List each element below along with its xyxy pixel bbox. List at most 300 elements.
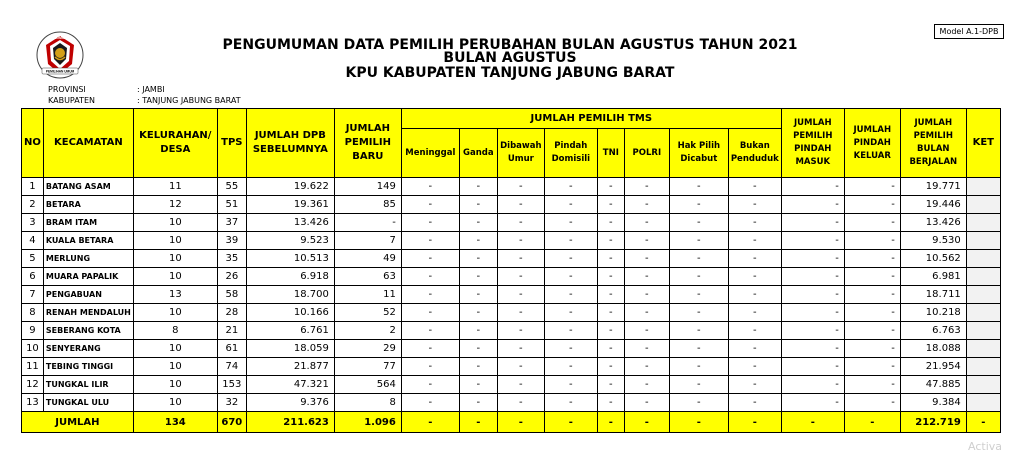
cell-pindah: - <box>544 322 597 340</box>
cell-dicabut: - <box>669 178 728 196</box>
cell-dpb: 21.877 <box>246 358 334 376</box>
cell-meninggal: - <box>401 268 459 286</box>
total-dicabut: - <box>669 412 728 433</box>
logo-bottom-text: PEMILIHAN UMUM <box>45 69 75 74</box>
cell-kecamatan: RENAH MENDALUH <box>43 304 133 322</box>
cell-berjalan: 10.562 <box>900 250 966 268</box>
table-row <box>22 358 1001 376</box>
cell-tps: 37 <box>217 214 246 232</box>
header-polri: POLRI <box>624 129 669 178</box>
cell-bukan: - <box>728 376 781 394</box>
cell-masuk: - <box>781 286 844 304</box>
table-row <box>22 268 1001 286</box>
cell-no: 9 <box>22 322 44 340</box>
cell-tps: 61 <box>217 340 246 358</box>
cell-pindah: - <box>544 304 597 322</box>
cell-kelurahan: 11 <box>133 178 217 196</box>
cell-dibawah: - <box>497 376 544 394</box>
cell-pindah: - <box>544 376 597 394</box>
cell-ket <box>966 340 1000 358</box>
table-row <box>22 250 1001 268</box>
cell-kelurahan: 10 <box>133 250 217 268</box>
table-row <box>22 196 1001 214</box>
cell-masuk: - <box>781 196 844 214</box>
cell-dicabut: - <box>669 322 728 340</box>
cell-dicabut: - <box>669 268 728 286</box>
cell-kecamatan: SENYERANG <box>43 340 133 358</box>
cell-keluar: - <box>844 268 900 286</box>
cell-tps: 58 <box>217 286 246 304</box>
cell-no: 6 <box>22 268 44 286</box>
cell-ket <box>966 358 1000 376</box>
header-kecamatan: KECAMATAN <box>43 109 133 178</box>
cell-tni: - <box>597 178 624 196</box>
cell-keluar: - <box>844 232 900 250</box>
cell-tni: - <box>597 304 624 322</box>
cell-tps: 28 <box>217 304 246 322</box>
cell-pindah: - <box>544 286 597 304</box>
cell-bukan: - <box>728 232 781 250</box>
cell-pindah: - <box>544 214 597 232</box>
cell-keluar: - <box>844 178 900 196</box>
total-tni: - <box>597 412 624 433</box>
kpu-logo-icon <box>36 31 84 79</box>
cell-dpb: 18.059 <box>246 340 334 358</box>
header-hak-pilih-dicabut: Hak Pilih Dicabut <box>669 129 728 178</box>
cell-pindah: - <box>544 178 597 196</box>
total-bukan: - <box>728 412 781 433</box>
total-keluar: - <box>844 412 900 433</box>
header-pindah-keluar: JUMLAH PINDAH KELUAR <box>844 109 900 178</box>
cell-ket <box>966 196 1000 214</box>
cell-tps: 153 <box>217 376 246 394</box>
cell-keluar: - <box>844 250 900 268</box>
cell-baru: 29 <box>334 340 401 358</box>
cell-masuk: - <box>781 322 844 340</box>
cell-bukan: - <box>728 268 781 286</box>
cell-tni: - <box>597 358 624 376</box>
cell-bukan: - <box>728 178 781 196</box>
cell-tni: - <box>597 232 624 250</box>
cell-bukan: - <box>728 358 781 376</box>
cell-meninggal: - <box>401 340 459 358</box>
header-bukan-penduduk: Bukan Penduduk <box>728 129 781 178</box>
cell-ganda: - <box>459 268 497 286</box>
cell-masuk: - <box>781 394 844 412</box>
cell-kelurahan: 10 <box>133 304 217 322</box>
table-row <box>22 286 1001 304</box>
cell-ket <box>966 268 1000 286</box>
cell-ganda: - <box>459 196 497 214</box>
cell-no: 11 <box>22 358 44 376</box>
cell-keluar: - <box>844 394 900 412</box>
cell-berjalan: 10.218 <box>900 304 966 322</box>
cell-dibawah: - <box>497 232 544 250</box>
cell-pindah: - <box>544 358 597 376</box>
cell-polri: - <box>624 250 669 268</box>
header-tni: TNI <box>597 129 624 178</box>
cell-kelurahan: 10 <box>133 232 217 250</box>
cell-kecamatan: SEBERANG KOTA <box>43 322 133 340</box>
cell-kecamatan: MERLUNG <box>43 250 133 268</box>
header-meninggal: Meninggal <box>401 129 459 178</box>
cell-ket <box>966 322 1000 340</box>
total-meninggal: - <box>401 412 459 433</box>
logo-top-text: KOMISI <box>53 36 67 40</box>
cell-kecamatan: PENGABUAN <box>43 286 133 304</box>
cell-meninggal: - <box>401 394 459 412</box>
header-tps: TPS <box>217 109 246 178</box>
total-dibawah: - <box>497 412 544 433</box>
cell-baru: 2 <box>334 322 401 340</box>
page-title-block <box>150 38 870 81</box>
cell-ganda: - <box>459 394 497 412</box>
cell-bukan: - <box>728 214 781 232</box>
cell-ket <box>966 304 1000 322</box>
cell-dibawah: - <box>497 394 544 412</box>
cell-meninggal: - <box>401 322 459 340</box>
cell-masuk: - <box>781 268 844 286</box>
kabupaten-value: : TANJUNG JABUNG BARAT <box>137 96 241 105</box>
total-tps: 670 <box>217 412 246 433</box>
cell-ket <box>966 286 1000 304</box>
cell-masuk: - <box>781 214 844 232</box>
cell-ket <box>966 178 1000 196</box>
cell-no: 12 <box>22 376 44 394</box>
cell-kecamatan: MUARA PAPALIK <box>43 268 133 286</box>
cell-dpb: 6.761 <box>246 322 334 340</box>
total-berjalan: 212.719 <box>900 412 966 433</box>
cell-ket <box>966 394 1000 412</box>
cell-tni: - <box>597 394 624 412</box>
cell-dibawah: - <box>497 214 544 232</box>
header-tms-group: JUMLAH PEMILIH TMS <box>401 109 781 129</box>
header-bulan-berjalan: JUMLAH PEMILIH BULAN BERJALAN <box>900 109 966 178</box>
model-label: Model A.1-DPB <box>934 24 1004 39</box>
cell-tni: - <box>597 214 624 232</box>
header-ket: KET <box>966 109 1000 178</box>
cell-tni: - <box>597 286 624 304</box>
header-pindah-masuk: JUMLAH PEMILIH PINDAH MASUK <box>781 109 844 178</box>
cell-keluar: - <box>844 358 900 376</box>
cell-berjalan: 9.384 <box>900 394 966 412</box>
header-dibawah-umur: Dibawah Umur <box>497 129 544 178</box>
cell-no: 5 <box>22 250 44 268</box>
cell-masuk: - <box>781 376 844 394</box>
cell-kecamatan: TUNGKAL ULU <box>43 394 133 412</box>
total-pindah: - <box>544 412 597 433</box>
cell-tni: - <box>597 376 624 394</box>
cell-keluar: - <box>844 376 900 394</box>
cell-dpb: 10.166 <box>246 304 334 322</box>
cell-masuk: - <box>781 358 844 376</box>
table-row <box>22 340 1001 358</box>
cell-dpb: 9.376 <box>246 394 334 412</box>
cell-keluar: - <box>844 286 900 304</box>
cell-tni: - <box>597 322 624 340</box>
header-dpb-sebelumnya: JUMLAH DPB SEBELUMNYA <box>246 109 334 178</box>
cell-ganda: - <box>459 232 497 250</box>
cell-polri: - <box>624 178 669 196</box>
cell-keluar: - <box>844 322 900 340</box>
cell-baru: 149 <box>334 178 401 196</box>
cell-masuk: - <box>781 304 844 322</box>
cell-polri: - <box>624 376 669 394</box>
cell-kelurahan: 12 <box>133 196 217 214</box>
voter-data-table <box>21 108 1001 433</box>
provinsi-row <box>48 85 165 95</box>
cell-kelurahan: 8 <box>133 322 217 340</box>
total-row <box>22 412 1001 433</box>
cell-polri: - <box>624 340 669 358</box>
cell-tps: 74 <box>217 358 246 376</box>
cell-no: 2 <box>22 196 44 214</box>
cell-ket <box>966 376 1000 394</box>
cell-tps: 55 <box>217 178 246 196</box>
cell-bukan: - <box>728 196 781 214</box>
cell-dpb: 6.918 <box>246 268 334 286</box>
cell-baru: 11 <box>334 286 401 304</box>
cell-kecamatan: TEBING TINGGI <box>43 358 133 376</box>
cell-tps: 21 <box>217 322 246 340</box>
cell-keluar: - <box>844 304 900 322</box>
title-line-3: KPU KABUPATEN TANJUNG JABUNG BARAT <box>345 65 675 81</box>
cell-baru: 7 <box>334 232 401 250</box>
cell-kelurahan: 10 <box>133 340 217 358</box>
cell-baru: 8 <box>334 394 401 412</box>
cell-dpb: 9.523 <box>246 232 334 250</box>
title-line-1: PENGUMUMAN DATA PEMILIH PERUBAHAN BULAN AGUSTUS TAHUN 2021 <box>222 37 798 53</box>
cell-kecamatan: BATANG ASAM <box>43 178 133 196</box>
cell-polri: - <box>624 322 669 340</box>
table-row <box>22 178 1001 196</box>
cell-dpb: 47.321 <box>246 376 334 394</box>
cell-kelurahan: 10 <box>133 268 217 286</box>
title-line-2: BULAN AGUSTUS <box>443 50 577 66</box>
cell-keluar: - <box>844 214 900 232</box>
cell-dibawah: - <box>497 322 544 340</box>
kabupaten-row <box>48 96 241 106</box>
cell-dibawah: - <box>497 340 544 358</box>
cell-no: 13 <box>22 394 44 412</box>
cell-no: 8 <box>22 304 44 322</box>
cell-kecamatan: TUNGKAL ILIR <box>43 376 133 394</box>
header-pemilih-baru: JUMLAH PEMILIH BARU <box>334 109 401 178</box>
header-ganda: Ganda <box>459 129 497 178</box>
cell-meninggal: - <box>401 196 459 214</box>
cell-masuk: - <box>781 232 844 250</box>
cell-meninggal: - <box>401 232 459 250</box>
cell-pindah: - <box>544 394 597 412</box>
cell-dpb: 10.513 <box>246 250 334 268</box>
cell-dibawah: - <box>497 304 544 322</box>
cell-masuk: - <box>781 340 844 358</box>
cell-bukan: - <box>728 340 781 358</box>
cell-ganda: - <box>459 286 497 304</box>
total-kelurahan: 134 <box>133 412 217 433</box>
cell-polri: - <box>624 196 669 214</box>
cell-dicabut: - <box>669 304 728 322</box>
watermark: Activa <box>968 440 1002 453</box>
cell-bukan: - <box>728 322 781 340</box>
table-row <box>22 376 1001 394</box>
cell-meninggal: - <box>401 376 459 394</box>
cell-polri: - <box>624 232 669 250</box>
cell-masuk: - <box>781 250 844 268</box>
cell-ket <box>966 232 1000 250</box>
cell-dibawah: - <box>497 358 544 376</box>
cell-berjalan: 19.446 <box>900 196 966 214</box>
cell-tps: 39 <box>217 232 246 250</box>
cell-bukan: - <box>728 304 781 322</box>
cell-dibawah: - <box>497 268 544 286</box>
cell-ganda: - <box>459 178 497 196</box>
table-row <box>22 304 1001 322</box>
cell-polri: - <box>624 286 669 304</box>
cell-tni: - <box>597 250 624 268</box>
cell-berjalan: 6.763 <box>900 322 966 340</box>
cell-kelurahan: 10 <box>133 376 217 394</box>
cell-bukan: - <box>728 394 781 412</box>
table-row <box>22 232 1001 250</box>
cell-ganda: - <box>459 358 497 376</box>
cell-dicabut: - <box>669 214 728 232</box>
cell-kelurahan: 13 <box>133 286 217 304</box>
table-row <box>22 394 1001 412</box>
provinsi-label: PROVINSI <box>48 85 86 94</box>
total-ket: - <box>966 412 1000 433</box>
cell-baru: 63 <box>334 268 401 286</box>
cell-kecamatan: KUALA BETARA <box>43 232 133 250</box>
cell-dicabut: - <box>669 232 728 250</box>
cell-baru: - <box>334 214 401 232</box>
cell-baru: 52 <box>334 304 401 322</box>
cell-dibawah: - <box>497 286 544 304</box>
total-baru: 1.096 <box>334 412 401 433</box>
cell-ganda: - <box>459 322 497 340</box>
total-masuk: - <box>781 412 844 433</box>
cell-pindah: - <box>544 232 597 250</box>
cell-kelurahan: 10 <box>133 358 217 376</box>
cell-ganda: - <box>459 340 497 358</box>
cell-dicabut: - <box>669 250 728 268</box>
cell-berjalan: 18.711 <box>900 286 966 304</box>
cell-tni: - <box>597 196 624 214</box>
cell-ganda: - <box>459 250 497 268</box>
cell-baru: 77 <box>334 358 401 376</box>
cell-kecamatan: BRAM ITAM <box>43 214 133 232</box>
cell-bukan: - <box>728 286 781 304</box>
cell-berjalan: 6.981 <box>900 268 966 286</box>
cell-no: 7 <box>22 286 44 304</box>
cell-dicabut: - <box>669 358 728 376</box>
cell-ket <box>966 214 1000 232</box>
cell-berjalan: 9.530 <box>900 232 966 250</box>
cell-tps: 35 <box>217 250 246 268</box>
cell-keluar: - <box>844 196 900 214</box>
cell-kelurahan: 10 <box>133 394 217 412</box>
cell-pindah: - <box>544 268 597 286</box>
cell-kecamatan: BETARA <box>43 196 133 214</box>
cell-meninggal: - <box>401 250 459 268</box>
cell-dpb: 13.426 <box>246 214 334 232</box>
cell-berjalan: 19.771 <box>900 178 966 196</box>
cell-bukan: - <box>728 250 781 268</box>
cell-dpb: 19.622 <box>246 178 334 196</box>
cell-dicabut: - <box>669 394 728 412</box>
cell-polri: - <box>624 304 669 322</box>
header-kelurahan: KELURAHAN/ DESA <box>133 109 217 178</box>
cell-meninggal: - <box>401 286 459 304</box>
provinsi-value: : JAMBI <box>137 85 165 94</box>
header-no: NO <box>22 109 44 178</box>
cell-dibawah: - <box>497 250 544 268</box>
cell-pindah: - <box>544 196 597 214</box>
total-label: JUMLAH <box>22 412 134 433</box>
cell-no: 4 <box>22 232 44 250</box>
cell-kelurahan: 10 <box>133 214 217 232</box>
cell-ganda: - <box>459 214 497 232</box>
cell-baru: 49 <box>334 250 401 268</box>
cell-meninggal: - <box>401 358 459 376</box>
cell-tps: 32 <box>217 394 246 412</box>
cell-baru: 564 <box>334 376 401 394</box>
cell-dibawah: - <box>497 178 544 196</box>
cell-dpb: 19.361 <box>246 196 334 214</box>
cell-polri: - <box>624 214 669 232</box>
cell-ket <box>966 250 1000 268</box>
table-row <box>22 214 1001 232</box>
header-pindah-domisili: Pindah Domisili <box>544 129 597 178</box>
cell-polri: - <box>624 268 669 286</box>
cell-meninggal: - <box>401 304 459 322</box>
cell-tni: - <box>597 268 624 286</box>
kabupaten-label: KABUPATEN <box>48 96 96 105</box>
total-polri: - <box>624 412 669 433</box>
cell-meninggal: - <box>401 214 459 232</box>
cell-berjalan: 13.426 <box>900 214 966 232</box>
cell-no: 1 <box>22 178 44 196</box>
cell-berjalan: 18.088 <box>900 340 966 358</box>
cell-dicabut: - <box>669 196 728 214</box>
cell-no: 10 <box>22 340 44 358</box>
cell-ganda: - <box>459 304 497 322</box>
cell-dibawah: - <box>497 196 544 214</box>
cell-pindah: - <box>544 250 597 268</box>
cell-meninggal: - <box>401 178 459 196</box>
cell-no: 3 <box>22 214 44 232</box>
cell-pindah: - <box>544 340 597 358</box>
cell-tni: - <box>597 340 624 358</box>
cell-masuk: - <box>781 178 844 196</box>
cell-dicabut: - <box>669 376 728 394</box>
cell-keluar: - <box>844 340 900 358</box>
total-ganda: - <box>459 412 497 433</box>
cell-polri: - <box>624 358 669 376</box>
cell-dicabut: - <box>669 340 728 358</box>
cell-berjalan: 47.885 <box>900 376 966 394</box>
cell-baru: 85 <box>334 196 401 214</box>
cell-tps: 26 <box>217 268 246 286</box>
cell-tps: 51 <box>217 196 246 214</box>
cell-ganda: - <box>459 376 497 394</box>
cell-berjalan: 21.954 <box>900 358 966 376</box>
table-row <box>22 322 1001 340</box>
cell-dicabut: - <box>669 286 728 304</box>
total-dpb: 211.623 <box>246 412 334 433</box>
cell-polri: - <box>624 394 669 412</box>
cell-dpb: 18.700 <box>246 286 334 304</box>
